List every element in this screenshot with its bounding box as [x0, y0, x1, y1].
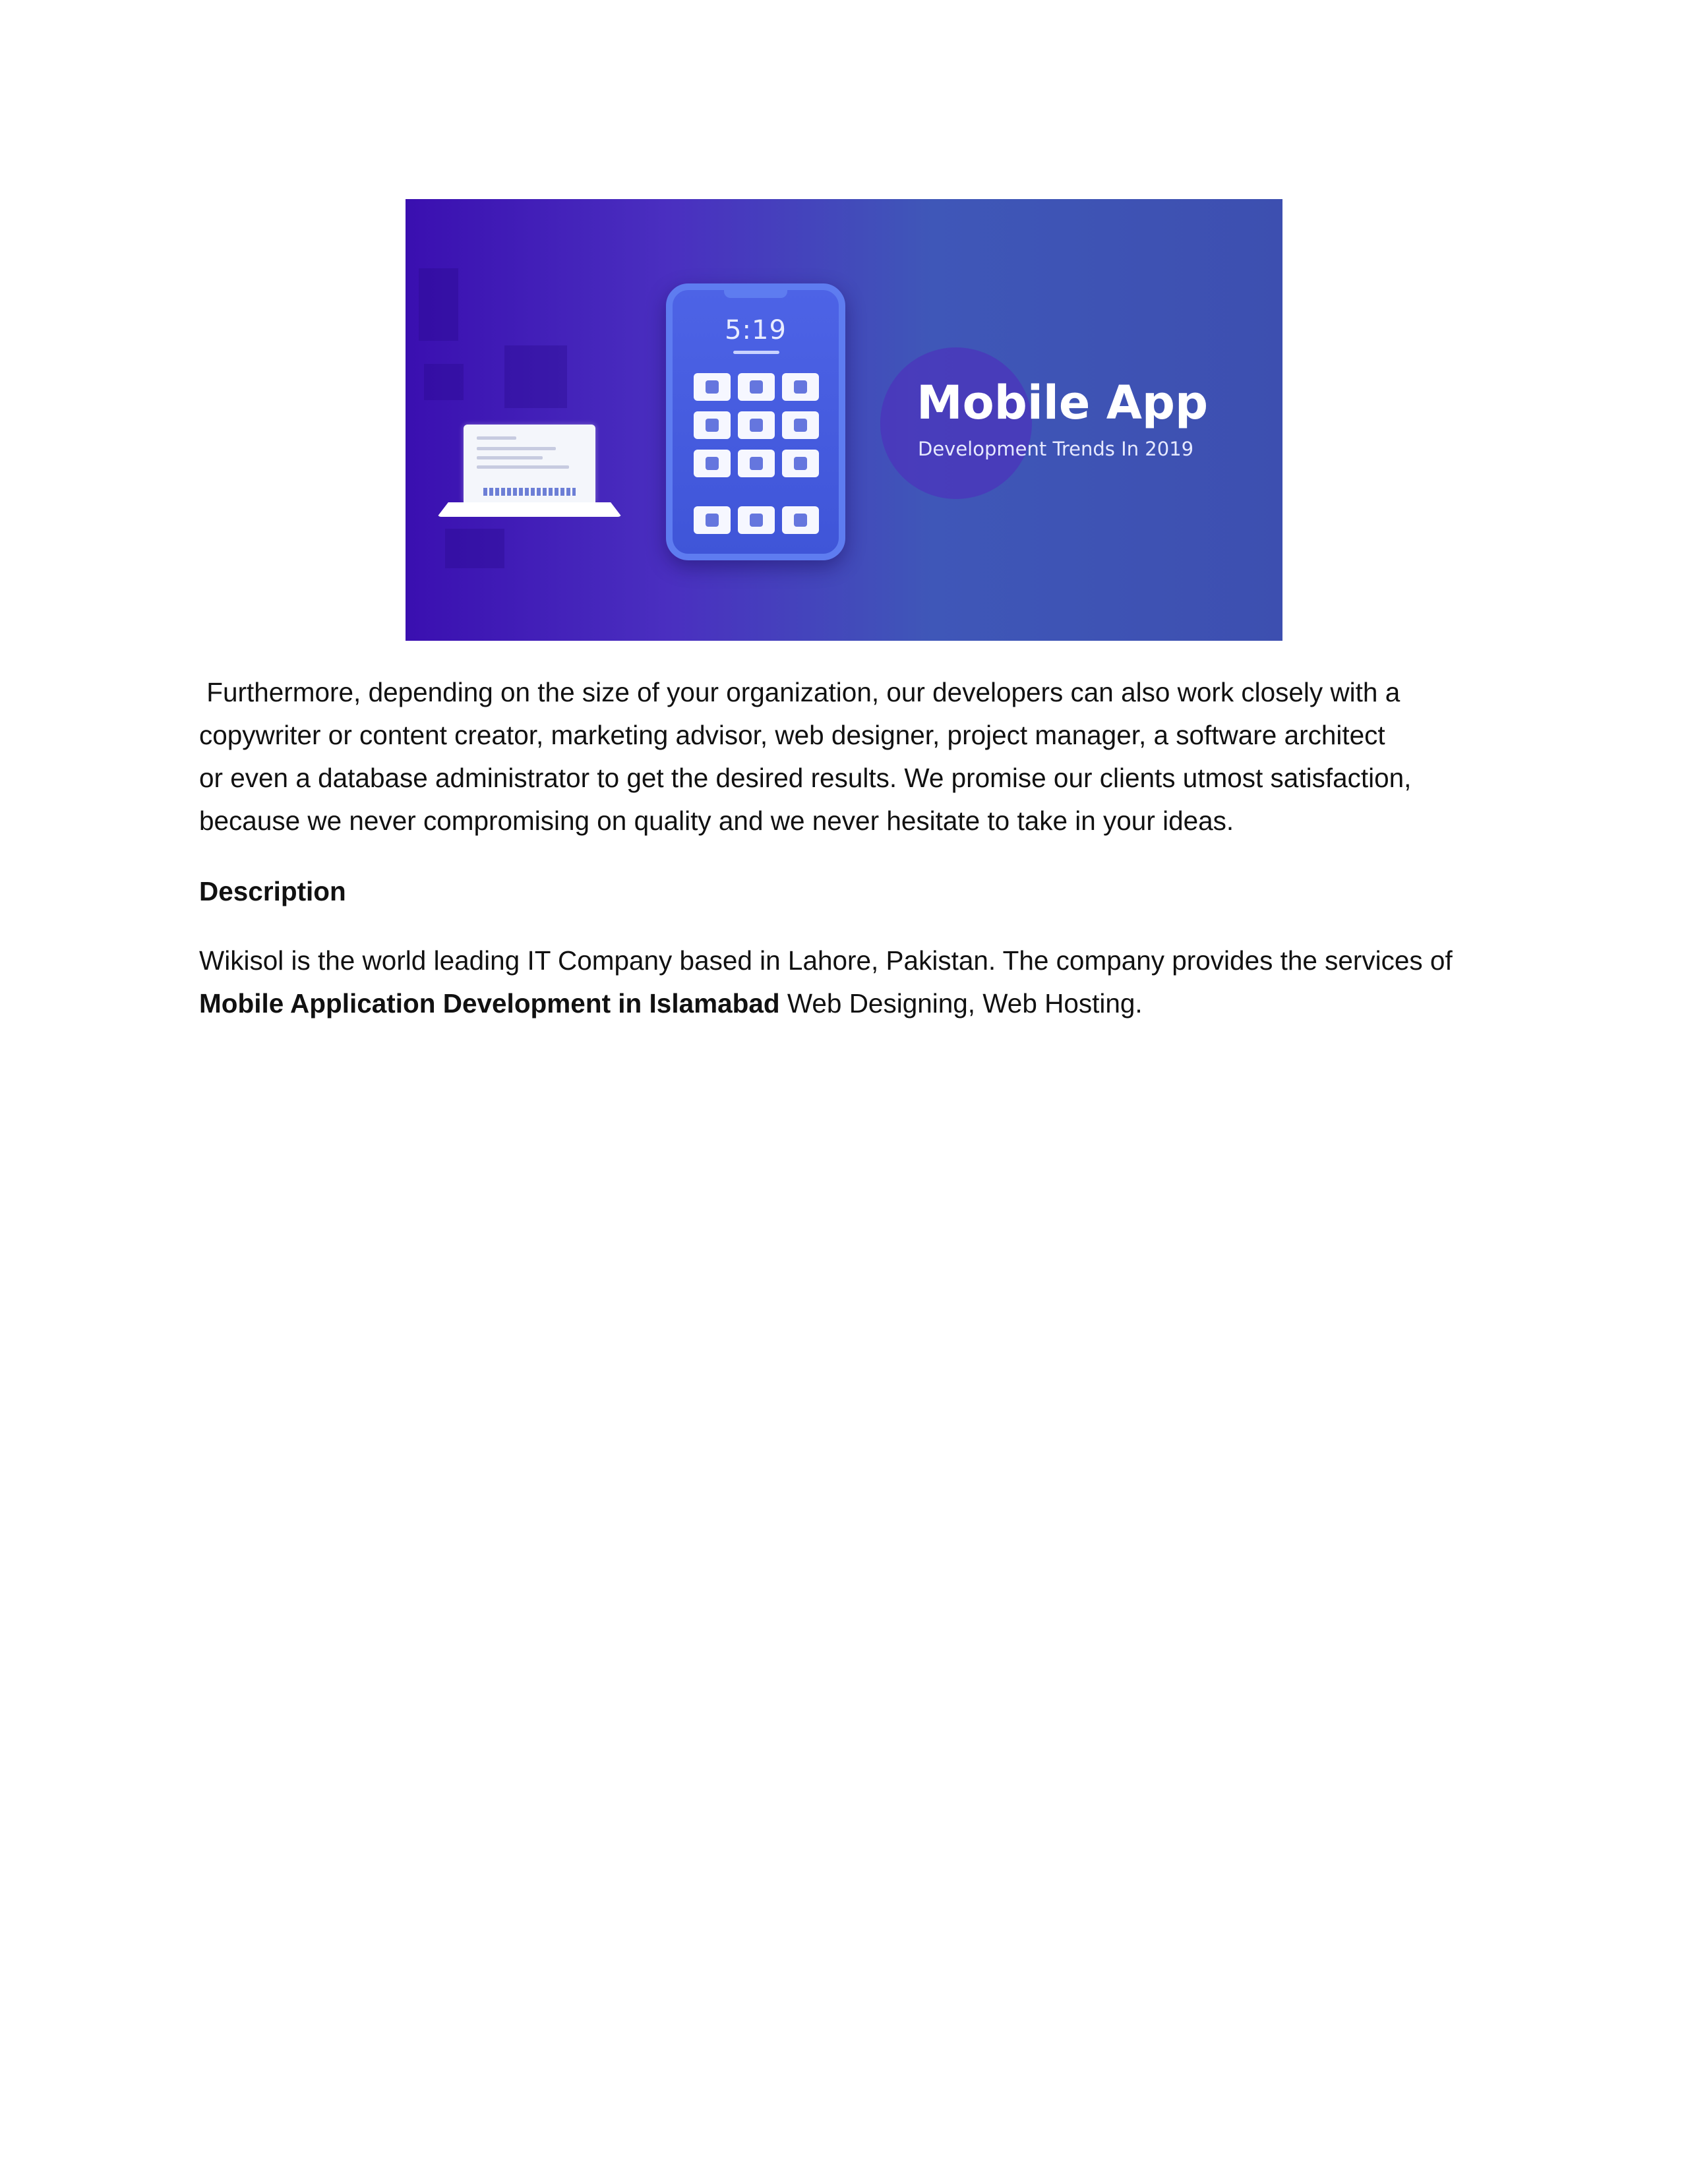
paragraph-line: because we never compromising on quality and we never hesitate to take in your ideas.	[199, 806, 1234, 836]
description-heading: Description	[199, 876, 346, 906]
description-bold-text: Mobile Application Development in Islamabad	[199, 988, 780, 1018]
phone-dock	[694, 506, 819, 534]
video-icon	[694, 450, 731, 477]
camera-icon	[738, 373, 775, 401]
calendar-icon	[694, 411, 731, 439]
description-line-rest: Web Designing, Web Hosting.	[779, 988, 1143, 1018]
decor-square	[445, 529, 504, 568]
paragraph-line: copywriter or content creator, marketing advisor, web designer, project manager, a software architect	[199, 720, 1385, 750]
intro-paragraph	[199, 671, 1518, 842]
paragraph-line: or even a database administrator to get the desired results. We promise our clients utmost satisfaction,	[199, 763, 1412, 793]
share-icon	[782, 450, 819, 477]
app-icon	[694, 373, 731, 401]
decor-square	[424, 364, 464, 400]
description-line: Wikisol is the world leading IT Company based in Lahore, Pakistan. The company provides the services of	[199, 945, 1453, 976]
decor-square	[504, 345, 567, 408]
banner-title: Mobile App	[917, 376, 1209, 430]
warning-icon	[694, 506, 731, 534]
paragraph-line: Furthermore, depending on the size of your organization, our developers can also work closely with a	[199, 677, 1401, 707]
contact-icon	[782, 411, 819, 439]
banner-subtitle: Development Trends In 2019	[918, 438, 1194, 460]
user-icon	[782, 373, 819, 401]
phone-app-grid	[694, 373, 819, 477]
chart-icon	[738, 450, 775, 477]
folder-icon	[738, 411, 775, 439]
banner-image	[406, 199, 1282, 641]
laptop-illustration	[437, 425, 622, 522]
description-paragraph	[199, 939, 1518, 1025]
decor-square	[419, 268, 458, 341]
umbrella-icon	[782, 506, 819, 534]
mail-icon	[738, 506, 775, 534]
phone-time: 5:19	[725, 315, 787, 345]
phone-illustration	[666, 283, 845, 560]
